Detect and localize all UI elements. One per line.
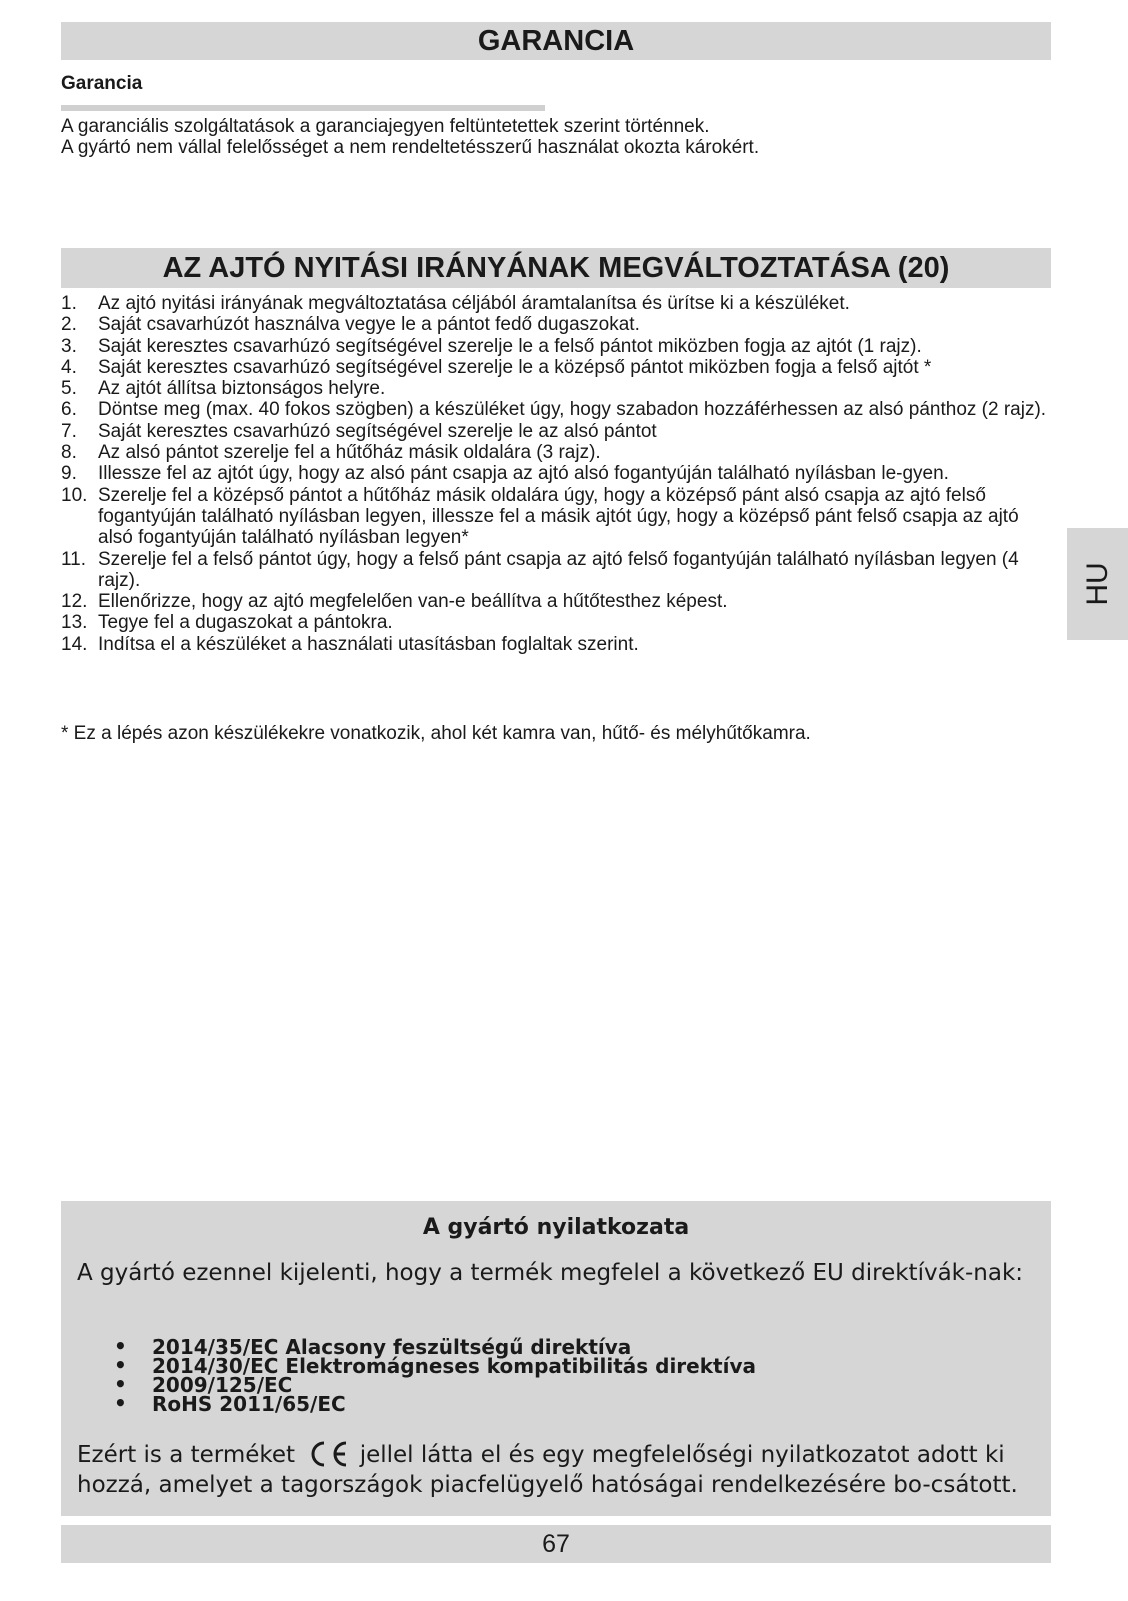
step-text: Saját keresztes csavarhúzó segítségével szerelje le a középső pántot miközben fogja a felső ajtót * xyxy=(98,356,932,378)
paragraph: A garanciális szolgáltatások a garanciajegyen feltüntetettek szerint történnek. xyxy=(61,116,710,137)
section-title: GARANCIA xyxy=(477,25,635,57)
step-text: Szerelje fel a felső pántot úgy, hogy a felső pánt csapja az ajtó felső fogantyúján található nyílásban legyen (4 rajz). xyxy=(98,548,1019,591)
step-text: Saját csavarhúzót használva vegye le a pántot fedő dugaszokat. xyxy=(98,314,640,336)
step-number: 8. xyxy=(61,442,77,464)
list-item xyxy=(61,336,1051,357)
subsection-title: Garancia xyxy=(61,73,143,94)
outro-text-before: Ezért is a terméket xyxy=(77,1442,296,1468)
step-text: Saját keresztes csavarhúzó segítségével szerelje le az alsó pántot xyxy=(98,420,657,442)
step-number: 3. xyxy=(61,335,77,357)
step-text: Az ajtó nyitási irányának megváltoztatása céljából áramtalanítsa és ürítse ki a készüléket. xyxy=(98,293,850,314)
step-number: 9. xyxy=(61,463,77,485)
step-number: 4. xyxy=(61,356,77,378)
declaration-outro xyxy=(77,1440,1027,1497)
directive-text: 2014/30/EC Elektromágneses kompatibilitás direktíva xyxy=(152,1354,756,1378)
list-item xyxy=(61,399,1051,420)
list-item xyxy=(61,442,1051,463)
page-number-bar xyxy=(61,1525,1051,1563)
step-text: Szerelje fel a középső pántot a hűtőház másik oldalára úgy, hogy a középső pánt alsó csapja az ajtó felső fogantyúján található nyílásban legyen, illessze fel a másik ajtót úgy, hogy a középső pánt felső csapja az ajtó alsó fogantyúján található nyílásban legyen* xyxy=(98,484,1019,549)
bullet-icon: • xyxy=(114,1334,127,1358)
warranty-text xyxy=(61,116,1051,158)
step-text: Indítsa el a készüléket a használati utasításban foglaltak szerint. xyxy=(98,633,639,655)
bullet-icon: • xyxy=(114,1353,127,1377)
bullet-icon: • xyxy=(114,1391,127,1415)
step-text: Saját keresztes csavarhúzó segítségével szerelje le a felső pántot miközben fogja az ajtót (1 rajz). xyxy=(98,335,922,357)
step-number: 10. xyxy=(61,484,88,506)
ce-mark-icon xyxy=(304,1440,350,1473)
step-number: 13. xyxy=(61,612,88,634)
list-item xyxy=(61,549,1051,592)
list-item xyxy=(61,463,1051,484)
step-number: 11. xyxy=(61,548,87,570)
list-item xyxy=(61,612,1051,633)
step-number: 7. xyxy=(61,420,77,442)
footnote: * Ez a lépés azon készülékekre vonatkozik, ahol két kamra van, hűtő- és mélyhűtőkamra. xyxy=(61,723,811,744)
section-title-bar xyxy=(61,22,1051,60)
door-section-title-bar xyxy=(61,248,1051,288)
door-section-title: AZ AJTÓ NYITÁSI IRÁNYÁNAK MEGVÁLTOZTATÁSA (20) xyxy=(162,252,950,284)
declaration-intro: A gyártó ezennel kijelenti, hogy a termék megfelel a következő EU direktívák-nak: xyxy=(77,1260,1024,1286)
step-text: Illessze fel az ajtót úgy, hogy az alsó pánt csapja az ajtó alsó fogantyúján található nyílásban le-gyen. xyxy=(98,463,949,485)
step-number: 1. xyxy=(61,293,77,314)
declaration-box xyxy=(61,1201,1051,1516)
list-item xyxy=(61,485,1051,549)
bullet-icon: • xyxy=(114,1372,127,1396)
list-item xyxy=(77,1391,1027,1416)
steps-list xyxy=(61,293,1051,655)
step-number: 5. xyxy=(61,378,77,400)
list-item xyxy=(61,314,1051,335)
list-item xyxy=(61,591,1051,612)
directive-text: 2009/125/EC xyxy=(152,1373,293,1397)
step-number: 6. xyxy=(61,399,77,421)
step-text: Tegye fel a dugaszokat a pántokra. xyxy=(98,612,393,634)
list-item xyxy=(61,421,1051,442)
list-item xyxy=(61,634,1051,655)
step-number: 12. xyxy=(61,591,88,613)
list-item xyxy=(61,293,1051,314)
step-text: Az alsó pántot szerelje fel a hűtőház másik oldalára (3 rajz). xyxy=(98,442,601,464)
step-number: 2. xyxy=(61,314,77,336)
step-text: Ellenőrizze, hogy az ajtó megfelelően van-e beállítva a hűtőtesthez képest. xyxy=(98,591,728,613)
language-tab xyxy=(1067,528,1128,640)
declaration-title: A gyártó nyilatkozata xyxy=(422,1215,690,1240)
subsection-rule xyxy=(61,105,545,111)
step-text: Az ajtót állítsa biztonságos helyre. xyxy=(98,378,386,400)
step-text: Döntse meg (max. 40 fokos szögben) a készüléket úgy, hogy szabadon hozzáférhessen az alsó pánthoz (2 rajz). xyxy=(98,399,1047,421)
directive-text: RoHS 2011/65/EC xyxy=(152,1392,346,1416)
list-item xyxy=(61,357,1051,378)
paragraph: A gyártó nem vállal felelősséget a nem rendeltetésszerű használat okozta károkért. xyxy=(61,137,760,158)
language-label: HU xyxy=(1080,562,1114,606)
page-number: 67 xyxy=(542,1530,570,1558)
outro-text-after: jellel látta el és egy megfelelőségi nyilatkozatot adott ki hozzá, amelyet a tagországok piacfelügyelő hatóságai rendelkezésére bo-csátott. xyxy=(77,1442,1018,1498)
directive-text: 2014/35/EC Alacsony feszültségű direktíva xyxy=(152,1335,632,1359)
directive-list xyxy=(77,1334,1027,1416)
list-item xyxy=(61,378,1051,399)
step-number: 14. xyxy=(61,633,88,655)
